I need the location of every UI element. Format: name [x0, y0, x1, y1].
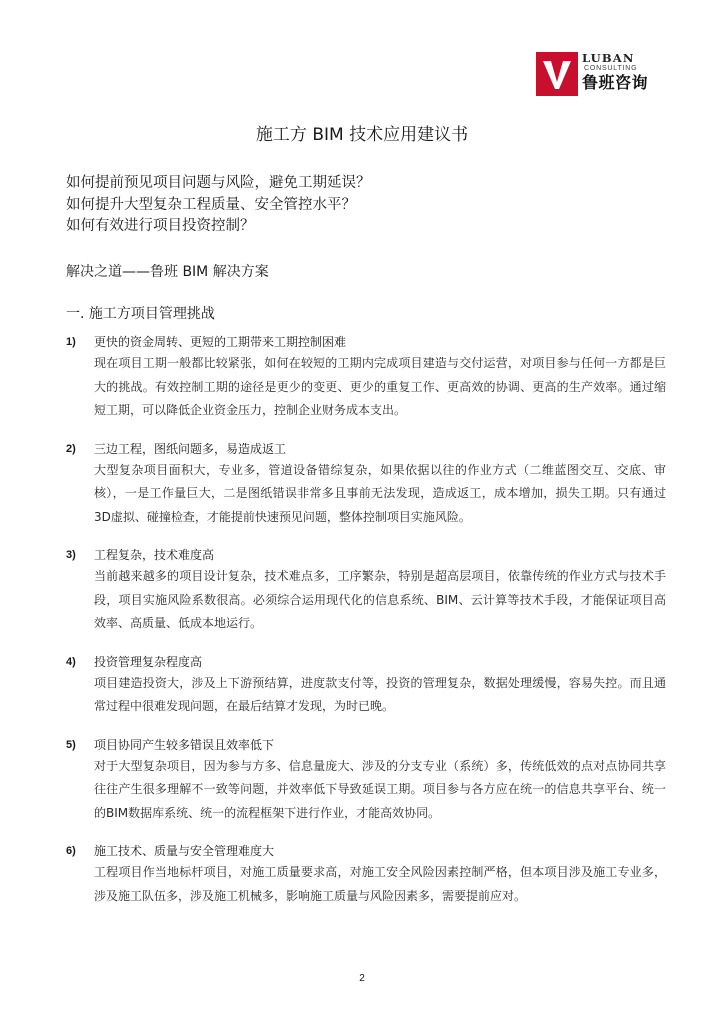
challenge-item	[66, 841, 666, 908]
challenge-heading: 三边工程，图纸问题多，易造成返工	[94, 441, 287, 456]
solution-heading: 解决之道——鲁班 BIM 解决方案	[66, 264, 269, 280]
challenge-number: 6)	[66, 845, 76, 857]
question-item: 如何提前预见项目问题与风险，避免工期延误？	[66, 175, 371, 191]
challenge-heading: 工程复杂，技术难度高	[94, 548, 215, 562]
challenge-number: 3)	[66, 549, 76, 561]
challenge-text: 对于大型复杂项目，因为参与方多、信息量庞大、涉及的分支专业（系统）多，传统低效的点对点协同共享往往产生很多理解不一致等问题，并效率低下导致延误工期。项目参与各方应在统一的信息共享平台、统一的BIM数据库系统、统一的流程框架下进行作业，才能高效协同。	[94, 758, 666, 820]
luban-logo	[536, 52, 660, 98]
question-item: 如何有效进行项目投资控制？	[66, 218, 255, 234]
challenge-item	[66, 332, 666, 423]
challenge-heading: 更快的资金周转、更短的工期带来工期控制困难	[94, 335, 347, 349]
challenge-item	[66, 735, 666, 826]
section-heading: 一. 施工方项目管理挑战	[66, 306, 215, 322]
document-title: 施工方 BIM 技术应用建议书	[255, 125, 469, 145]
challenge-number: 2)	[66, 442, 76, 455]
challenge-item	[66, 439, 666, 530]
challenge-text: 项目建造投资大，涉及上下游预结算，进度款支付等，投资的管理复杂，数据处理缓慢，容易失控。而且通常过程中很难发现问题，在最后结算才发现，为时已晚。	[94, 675, 666, 713]
challenge-text: 现在项目工期一般都比较紧张，如何在较短的工期内完成项目建造与交付运营，对项目参与任何一方都是巨大的挑战。有效控制工期的途径是更少的变更、更少的重复工作、更高效的协调、更高的生产效率。通过缩短工期，可以降低企业资金压力，控制企业财务成本支出。	[94, 356, 666, 417]
challenge-heading: 项目协同产生较多错误且效率低下	[94, 737, 275, 752]
logo-brand-sub: CONSULTING	[584, 65, 638, 72]
question-item: 如何提升大型复杂工程质量、安全管控水平？	[66, 196, 356, 213]
challenge-number: 5)	[66, 738, 76, 751]
challenge-heading: 施工技术、质量与安全管理难度大	[94, 844, 275, 858]
challenge-text: 大型复杂项目面积大，专业多，管道设备错综复杂，如果依据以往的作业方式（二维蓝图交互、交底、审核），一是工作量巨大，二是图纸错误非常多且事前无法发现，造成返工，成本增加，损失工期。只有通过3D虚拟、碰撞检查，才能提前快速预见问题，整体控制项目实施风险。	[94, 462, 666, 524]
question-list	[66, 173, 371, 238]
page-number: 2	[359, 973, 365, 984]
challenge-item	[66, 652, 666, 719]
challenge-text: 当前越来越多的项目设计复杂，技术难点多，工序繁杂，特别是超高层项目，依靠传统的作业方式与技术手段，项目实施风险系数很高。必须综合运用现代化的信息系统、BIM、云计算等技术手段，才能保证项目高效率、高质量、低成本地运行。	[94, 569, 666, 630]
logo-brand-cn: 鲁班咨询	[582, 73, 649, 92]
challenge-item	[66, 545, 666, 636]
challenge-number: 4)	[66, 655, 76, 668]
logo-brand-en: LUBAN	[582, 51, 635, 65]
challenge-heading: 投资管理复杂程度高	[94, 654, 203, 669]
challenge-list	[66, 332, 666, 924]
challenge-text: 工程项目作当地标杆项目，对施工质量要求高，对施工安全风险因素控制严格，但本项目涉及施工专业多，涉及施工队伍多，涉及施工机械多，影响施工质量与风险因素多，需要提前应对。	[94, 865, 666, 903]
luban-v-icon	[536, 52, 578, 96]
challenge-number: 1)	[66, 336, 76, 348]
